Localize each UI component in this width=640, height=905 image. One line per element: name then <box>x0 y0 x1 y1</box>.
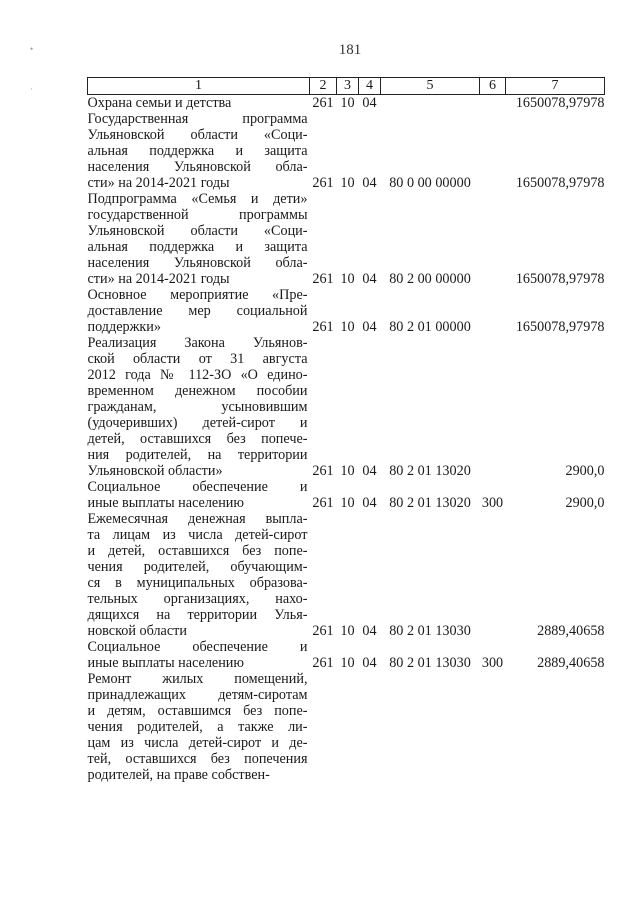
description-line: Ремонт жилых помещений, <box>87 671 308 687</box>
row-description <box>88 191 310 287</box>
table-row <box>88 479 605 511</box>
description-line: Основное мероприятие «Пре- <box>87 287 308 303</box>
scan-speck: • <box>30 44 34 54</box>
target-article-code: 80 2 00 00000 <box>389 271 471 287</box>
expense-type-code: 300 <box>481 655 504 671</box>
description-line: Ежемесячная денежная выпла- <box>87 511 308 527</box>
description-line: дящихся на территории Улья- <box>87 607 308 623</box>
row-description <box>88 639 310 671</box>
description-line: Ульяновской области» <box>87 463 223 479</box>
description-line: гражданам, усыновившим <box>87 399 308 415</box>
description-line: альная поддержка и защита <box>87 239 308 255</box>
section-code: 10 <box>340 175 355 191</box>
subsection-code: 04 <box>362 623 377 639</box>
expense-type-code <box>480 335 506 479</box>
description-line: Охрана семьи и детства <box>87 95 232 111</box>
subsection-code <box>359 671 381 783</box>
section-code: 10 <box>340 655 355 671</box>
target-article-code: 80 2 01 13030 <box>389 623 471 639</box>
amount-value: 1650078,97978 <box>515 95 605 111</box>
description-line: альная поддержка и защита <box>87 143 308 159</box>
description-line: ской области от 31 августа <box>87 351 308 367</box>
budget-table <box>87 77 605 783</box>
amount-value: 1650078,97978 <box>515 271 605 287</box>
target-article-code: 80 2 01 13020 <box>389 495 471 511</box>
admin-code: 261 <box>312 319 334 335</box>
description-line: родителей, на праве собствен- <box>87 767 270 783</box>
description-line: чения родителей, обучающим- <box>87 559 308 575</box>
subsection-code: 04 <box>362 655 377 671</box>
amount-value: 1650078,97978 <box>515 319 605 335</box>
table-row <box>88 95 605 112</box>
subsection-code: 04 <box>362 95 377 111</box>
section-code <box>337 671 359 783</box>
table-row <box>88 335 605 479</box>
description-line: (удочеривших) детей-сирот и <box>87 415 308 431</box>
section-code: 10 <box>340 463 355 479</box>
amount-value: 2900,0 <box>565 463 605 479</box>
admin-code: 261 <box>312 495 334 511</box>
section-code: 10 <box>340 95 355 111</box>
description-line: временном денежном пособии <box>87 383 308 399</box>
description-line: Государственная программа <box>87 111 308 127</box>
row-description <box>88 335 310 479</box>
subsection-code: 04 <box>362 463 377 479</box>
amount-value <box>506 671 605 783</box>
target-article-code: 80 2 01 00000 <box>389 319 471 335</box>
table-row <box>88 671 605 783</box>
row-description <box>88 111 310 191</box>
description-line: принадлежащих детям-сиротам <box>87 687 308 703</box>
page-number: 181 <box>338 42 362 58</box>
description-line: иные выплаты населению <box>87 655 244 671</box>
section-code: 10 <box>340 623 355 639</box>
description-line: тельных организациях, нахо- <box>87 591 308 607</box>
table-row <box>88 639 605 671</box>
admin-code <box>310 671 337 783</box>
admin-code: 261 <box>312 271 334 287</box>
expense-type-code <box>480 287 506 335</box>
description-line: государственной программы <box>87 207 308 223</box>
description-line: та лицам из числа детей-сирот <box>87 527 308 543</box>
column-header: 3 <box>337 78 359 95</box>
description-line: иные выплаты населению <box>87 495 244 511</box>
row-description <box>88 479 310 511</box>
row-description <box>88 671 310 783</box>
description-line: чения родителей, а также ли- <box>87 719 308 735</box>
description-line: Ульяновской области «Соци- <box>87 127 308 143</box>
admin-code: 261 <box>312 463 334 479</box>
amount-value: 2889,40658 <box>537 655 605 671</box>
description-line: ся в муниципальных образова- <box>87 575 308 591</box>
subsection-code: 04 <box>362 319 377 335</box>
section-code: 10 <box>340 319 355 335</box>
row-description <box>88 511 310 639</box>
description-line: детей, оставшихся без попече- <box>87 431 308 447</box>
description-line: Социальное обеспечение и <box>87 639 308 655</box>
description-line: и детям, оставшимся без попе- <box>87 703 308 719</box>
column-header: 7 <box>506 78 605 95</box>
column-header: 4 <box>359 78 381 95</box>
expense-type-code: 300 <box>481 495 504 511</box>
admin-code: 261 <box>312 655 334 671</box>
column-header: 6 <box>480 78 506 95</box>
description-line: доставление мер социальной <box>87 303 308 319</box>
table-row <box>88 191 605 287</box>
description-line: ния родителей, на территории <box>87 447 308 463</box>
description-line: новской области <box>87 623 187 639</box>
target-article-code <box>381 671 480 783</box>
row-description <box>88 95 310 112</box>
admin-code: 261 <box>312 623 334 639</box>
target-article-code: 80 0 00 00000 <box>389 175 471 191</box>
target-article-code: 80 2 01 13030 <box>389 655 471 671</box>
description-line: 2012 года № 112-ЗО «О едино- <box>87 367 308 383</box>
amount-value: 2900,0 <box>565 495 605 511</box>
scan-speck: · <box>30 84 33 94</box>
description-line: Реализация Закона Ульянов- <box>87 335 308 351</box>
description-line: населения Ульяновской обла- <box>87 255 308 271</box>
expense-type-code <box>480 511 506 639</box>
subsection-code: 04 <box>362 495 377 511</box>
admin-code: 261 <box>312 95 334 111</box>
row-description <box>88 287 310 335</box>
description-line: цам из числа детей-сирот и де- <box>87 735 308 751</box>
column-header: 1 <box>88 78 310 95</box>
admin-code: 261 <box>312 175 334 191</box>
amount-value: 1650078,97978 <box>515 175 605 191</box>
expense-type-code <box>480 111 506 191</box>
table-row <box>88 511 605 639</box>
description-line: Подпрограмма «Семья и дети» <box>87 191 308 207</box>
table-row <box>88 111 605 191</box>
description-line: Ульяновской области «Соци- <box>87 223 308 239</box>
description-line: сти» на 2014-2021 годы <box>87 271 230 287</box>
column-header: 5 <box>381 78 480 95</box>
section-code: 10 <box>340 271 355 287</box>
column-header: 2 <box>310 78 337 95</box>
description-line: сти» на 2014-2021 годы <box>87 175 230 191</box>
description-line: поддержки» <box>87 319 161 335</box>
expense-type-code <box>480 95 506 112</box>
amount-value: 2889,40658 <box>537 623 605 639</box>
subsection-code: 04 <box>362 175 377 191</box>
description-line: и детей, оставшихся без попе- <box>87 543 308 559</box>
table-header-row <box>88 78 605 95</box>
expense-type-code <box>480 191 506 287</box>
description-line: Социальное обеспечение и <box>87 479 308 495</box>
expense-type-code <box>480 671 506 783</box>
subsection-code: 04 <box>362 271 377 287</box>
target-article-code <box>381 95 480 112</box>
target-article-code: 80 2 01 13020 <box>389 463 471 479</box>
description-line: тей, оставшихся без попечения <box>87 751 308 767</box>
section-code: 10 <box>340 495 355 511</box>
table-row <box>88 287 605 335</box>
description-line: населения Ульяновской обла- <box>87 159 308 175</box>
table-body <box>88 95 605 784</box>
